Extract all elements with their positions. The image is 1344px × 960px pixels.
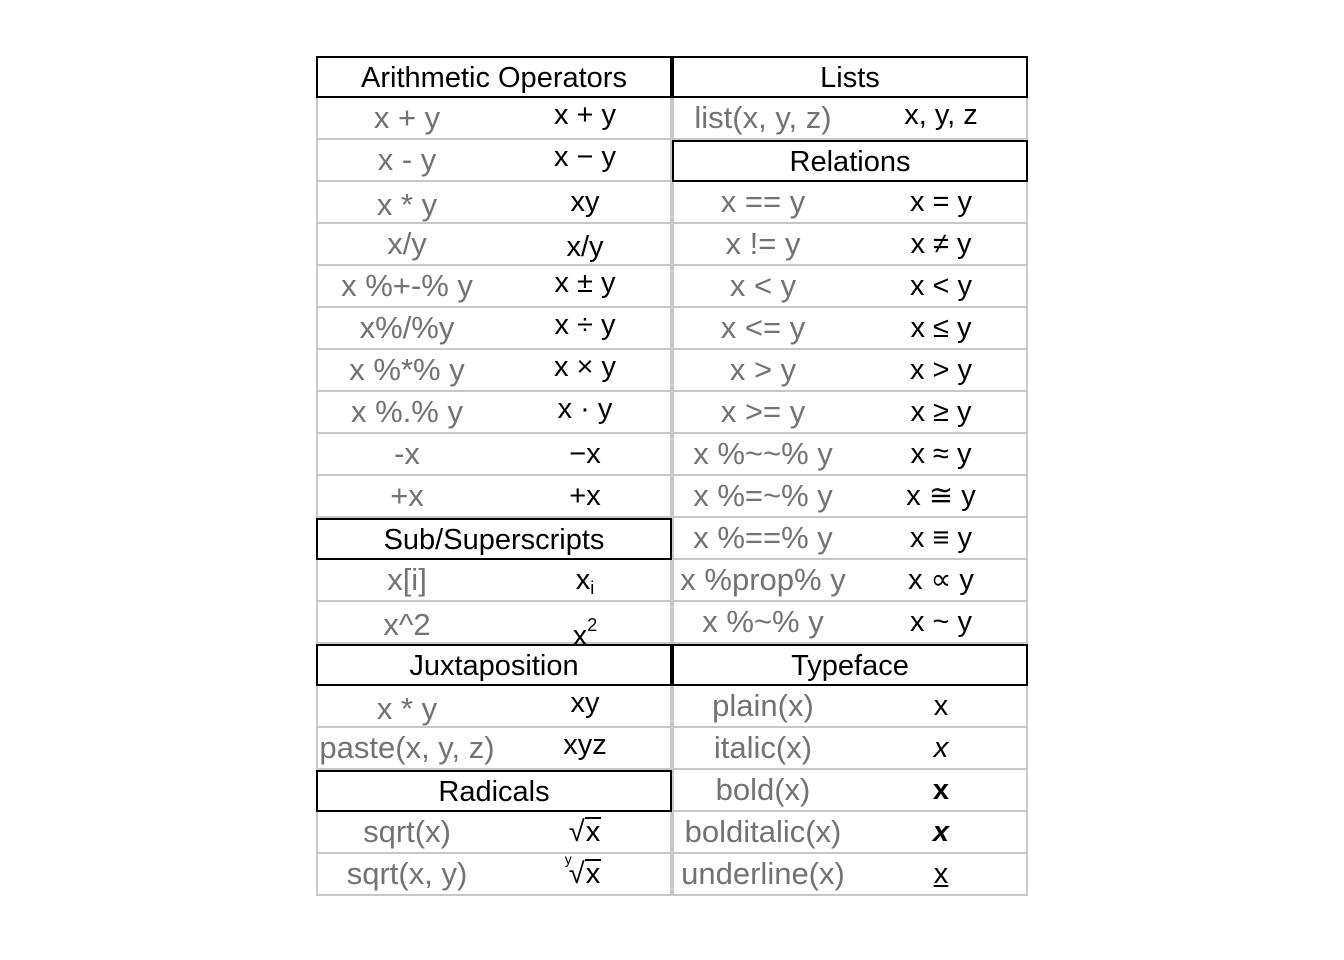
table-row [672, 434, 1028, 476]
code-cell: +x [390, 478, 424, 513]
table-row [672, 308, 1028, 350]
code-cell: bold(x) [715, 772, 811, 807]
math-cell: x, y, z [904, 99, 978, 131]
math-cell [496, 560, 674, 600]
math-cell: x ≈ y [910, 438, 972, 470]
code-cell: x * y [376, 187, 438, 222]
code-cell: x * y [376, 691, 438, 726]
left-column [316, 56, 672, 896]
code-cell: x %=~% y [693, 478, 833, 513]
table-row [316, 434, 672, 476]
table-row [316, 476, 672, 518]
table-row [672, 266, 1028, 308]
math-cell: +x [569, 480, 601, 512]
code-cell: x %+-% y [341, 268, 473, 303]
code-cell: x %==% y [693, 520, 833, 555]
code-cell: -x [394, 436, 420, 471]
code-cell: x + y [373, 100, 441, 135]
code-cell: x >= y [720, 394, 806, 429]
math-cell: x > y [909, 354, 973, 386]
table-row [316, 392, 672, 434]
math-cell: xyz [563, 729, 607, 761]
section-header-relations: Relations [672, 140, 1028, 182]
math-cell: x ∝ y [908, 564, 974, 596]
radical [569, 812, 601, 852]
math-cell: x [933, 858, 949, 890]
math-cell: xy [570, 186, 600, 218]
code-cell: x - y [377, 142, 437, 177]
math-cell: x + y [553, 99, 617, 131]
table-row [672, 560, 1028, 602]
math-cell: −x [569, 438, 601, 470]
math-cell: x ≠ y [910, 228, 972, 260]
math-cell [496, 851, 674, 894]
table-row [672, 602, 1028, 644]
table-row [316, 224, 672, 266]
math-cell: x < y [909, 270, 973, 302]
math-cell: xy [570, 687, 600, 719]
math-cell: x = y [909, 186, 973, 218]
radical [564, 851, 601, 894]
table-row [672, 476, 1028, 518]
table-row [672, 728, 1028, 770]
code-cell: list(x, y, z) [694, 100, 832, 135]
table-row [672, 98, 1028, 140]
math-cell: x ÷ y [554, 309, 616, 341]
math-cell: x [933, 690, 949, 722]
math-cell: x ± y [554, 267, 616, 299]
math-cell: x ≅ y [906, 480, 976, 512]
math-cell [496, 812, 674, 852]
code-cell: plain(x) [712, 688, 814, 723]
subscript-index: i [590, 578, 595, 598]
table-row [316, 812, 672, 854]
table-row [316, 98, 672, 140]
code-cell: x%/%y [359, 310, 455, 345]
section-header-lists: Lists [672, 56, 1028, 98]
superscript-base: x [572, 620, 588, 652]
table-row [672, 182, 1028, 224]
table-row [316, 686, 672, 728]
table-row [316, 182, 672, 224]
table-row [672, 854, 1028, 896]
table-row [316, 266, 672, 308]
superscript-exponent: 2 [587, 615, 598, 635]
math-cell: x/y [566, 231, 604, 263]
code-cell: x %*% y [349, 352, 465, 387]
table-row [316, 728, 672, 770]
code-cell: underline(x) [681, 856, 845, 891]
math-cell: x [933, 732, 949, 764]
table-row [672, 812, 1028, 854]
section-header-subsup: Sub/Superscripts [316, 518, 672, 560]
code-cell: x %~% y [702, 604, 824, 639]
code-cell: x %~~% y [693, 436, 833, 471]
math-cell: x [932, 774, 950, 806]
code-cell: paste(x, y, z) [319, 730, 495, 765]
code-cell: x < y [729, 268, 797, 303]
code-cell: x <= y [720, 310, 806, 345]
table-row [672, 392, 1028, 434]
code-cell: x > y [729, 352, 797, 387]
table-row [316, 140, 672, 182]
math-cell: x · y [557, 393, 613, 425]
table-row [316, 851, 672, 896]
math-cell: x ≡ y [909, 522, 973, 554]
code-cell: x == y [720, 184, 806, 219]
radicand: x [585, 858, 601, 890]
code-cell: x != y [725, 226, 801, 261]
math-cell: x − y [553, 141, 617, 173]
radical-index: y [564, 851, 572, 867]
code-cell: italic(x) [713, 730, 813, 765]
table-row [672, 770, 1028, 812]
table-row [672, 518, 1028, 560]
table-row [316, 350, 672, 392]
radicand: x [585, 816, 601, 848]
section-header-arithmetic: Arithmetic Operators [316, 56, 672, 98]
code-cell: x %.% y [351, 394, 463, 429]
right-column [672, 56, 1028, 896]
math-cell: x ≥ y [910, 396, 972, 428]
table-row [672, 224, 1028, 266]
table-row [316, 602, 672, 652]
code-cell: x[i] [387, 562, 427, 597]
math-cell [496, 605, 674, 652]
math-cell: x × y [553, 351, 617, 383]
section-header-typeface: Typeface [672, 644, 1028, 686]
math-cell: x [932, 816, 950, 848]
code-cell: sqrt(x, y) [346, 856, 468, 891]
table-row [672, 350, 1028, 392]
table-row [672, 686, 1028, 728]
subscript-base: x [575, 564, 591, 596]
code-cell: x^2 [383, 607, 431, 642]
code-cell: bolditalic(x) [684, 814, 842, 849]
code-cell: x %prop% y [680, 562, 846, 597]
table-row [316, 308, 672, 350]
section-header-radicals: Radicals [316, 770, 672, 812]
radical-sign: √ [568, 858, 585, 890]
math-cell: x ≤ y [910, 312, 972, 344]
math-cell: x ~ y [909, 606, 973, 638]
table-row [316, 560, 672, 602]
code-cell: x/y [387, 226, 427, 261]
radical-sign: √ [568, 816, 585, 848]
code-cell: sqrt(x) [363, 814, 451, 849]
section-header-juxtaposition: Juxtaposition [316, 644, 672, 686]
